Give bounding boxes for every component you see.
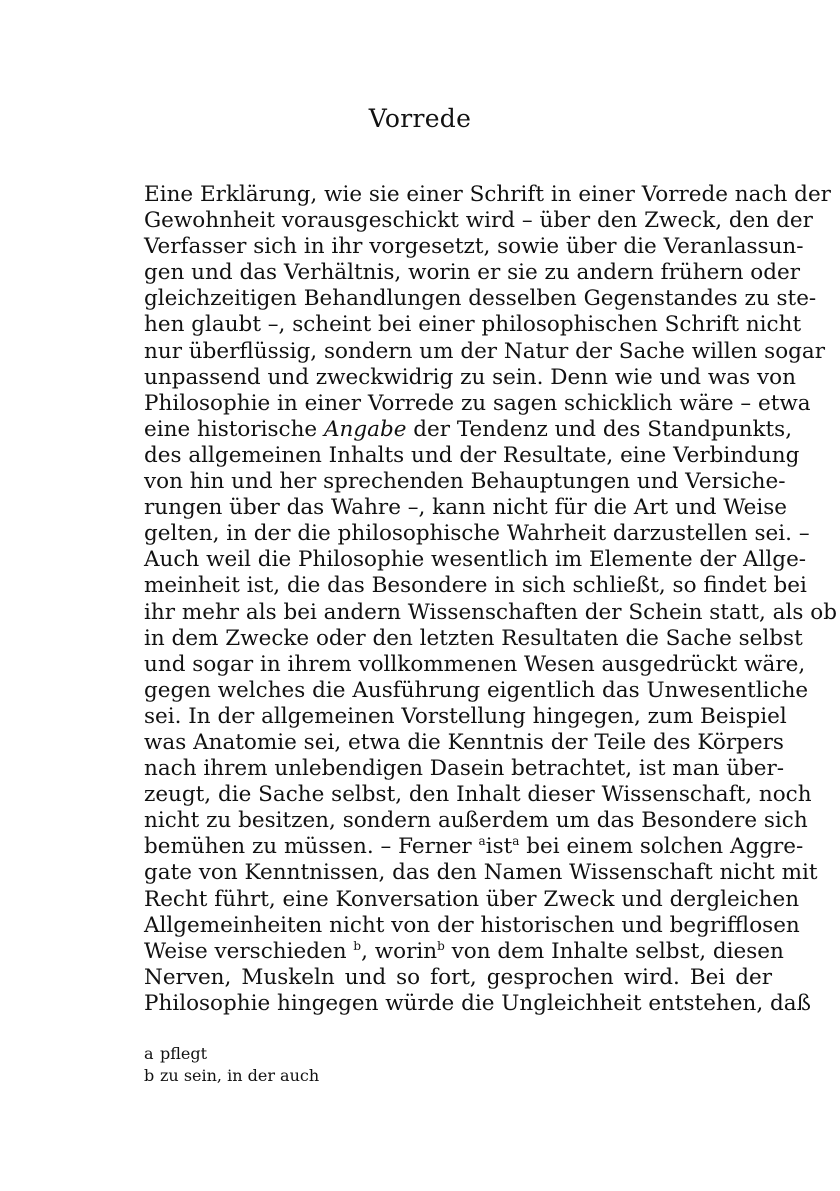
text-run: nur überflüssig, sondern um der Natur der Sache willen sogar — [144, 338, 826, 364]
text-run: ist — [485, 834, 513, 860]
text-run: Eine Erklärung, wie sie einer Schrift in einer Vorrede nach der — [144, 182, 831, 207]
text-line — [144, 782, 812, 808]
text-run: gen und das Verhältnis, worin er sie zu andern frühern oder — [144, 260, 800, 286]
text-line — [144, 286, 817, 312]
text-line — [144, 495, 788, 521]
text-run: zeugt, die Sache selbst, den Inhalt dieser Wissenschaft, noch — [144, 782, 812, 808]
footnote-mark: a — [144, 1044, 154, 1063]
text-run: von dem Inhalte selbst, diesen — [444, 938, 784, 964]
text-run: ihr mehr als bei andern Wissenschaften der Schein statt, als ob — [144, 599, 837, 625]
text-line — [144, 260, 800, 286]
footnote-marker: b — [437, 938, 445, 953]
footnote-marker: a — [478, 834, 486, 849]
text-run: des allgemeinen Inhalts und der Resultate, eine Verbindung — [144, 442, 800, 468]
text-line — [144, 312, 802, 338]
italic-text: Angabe — [323, 416, 407, 442]
footnote-marker: b — [353, 938, 362, 953]
text-run: Philosophie hingegen würde die Ungleichheit entstehen, daß — [144, 990, 811, 1016]
page-title: Vorrede — [368, 104, 472, 133]
text-run: Recht führt, eine Konversation über Zweck und dergleichen — [144, 886, 800, 912]
text-run: von hin und her sprechenden Behauptungen und Versiche- — [144, 469, 786, 495]
text-line — [144, 573, 807, 599]
text-run: , worin — [361, 938, 438, 964]
text-line — [144, 912, 800, 939]
text-run: nicht zu besitzen, sondern außerdem um das Besondere sich — [144, 808, 808, 834]
text-run: nach ihrem unlebendigen Dasein betrachtet, ist man über- — [144, 756, 785, 782]
text-line — [144, 677, 809, 704]
text-run: gate von Kenntnissen, das den Namen Wissenschaft nicht mit — [144, 860, 818, 886]
text-line — [144, 338, 826, 365]
text-run: und sogar in ihrem vollkommenen Wesen ausgedrückt wäre, — [144, 651, 806, 677]
text-line — [144, 756, 785, 782]
text-line — [144, 599, 837, 626]
text-line — [144, 808, 808, 834]
footnote-text: zu sein, in der auch — [160, 1066, 320, 1085]
text-run: Allgemeinheiten nicht von der historischen und begrifflosen — [144, 912, 800, 938]
text-run: unpassend und zweckwidrig zu sein. Denn wie und was von — [144, 364, 796, 390]
text-run: Nerven, Muskeln und so fort, gesprochen wird. Bei der — [144, 964, 772, 990]
text-line — [144, 182, 831, 208]
text-run: Auch weil die Philosophie wesentlich im Elemente der Allge- — [144, 547, 807, 573]
text-line — [144, 729, 784, 756]
text-run: was Anatomie sei, etwa die Kenntnis der Teile des Körpers — [144, 729, 784, 755]
text-run: hen glaubt –, scheint bei einer philosophischen Schrift nicht — [144, 312, 802, 338]
text-line — [144, 208, 813, 234]
text-line — [144, 521, 810, 547]
text-line — [144, 651, 806, 678]
text-run: gelten, in der die philosophische Wahrheit darzustellen sei. – — [144, 521, 810, 547]
text-run: Philosophie in einer Vorrede zu sagen schicklich wäre – etwa — [144, 390, 811, 416]
text-run: bemühen zu müssen. – Ferner — [144, 834, 479, 860]
text-line — [144, 860, 818, 886]
text-line — [144, 938, 784, 965]
text-line — [144, 625, 803, 652]
text-run: Verfasser sich in ihr vorgesetzt, sowie über die Veranlassun- — [144, 234, 804, 260]
text-run: in dem Zwecke oder den letzten Resultaten die Sache selbst — [144, 625, 803, 651]
text-line — [144, 469, 786, 495]
footnote-marker: a — [512, 834, 520, 849]
text-run: Gewohnheit vorausgeschickt wird – über den Zweck, den der — [144, 208, 813, 234]
text-run: der Tendenz und des Standpunkts, — [406, 416, 793, 442]
text-line — [144, 442, 800, 469]
text-line — [144, 886, 800, 913]
text-run: bei einem solchen Aggre- — [519, 834, 804, 860]
text-run: rungen über das Wahre –, kann nicht für die Art und Weise — [144, 495, 788, 521]
text-line — [144, 390, 811, 417]
body-text — [144, 182, 837, 1017]
text-line — [144, 703, 787, 730]
text-run: gegen welches die Ausführung eigentlich das Unwesentliche — [144, 677, 809, 703]
footnote — [144, 1043, 544, 1065]
text-run: sei. In der allgemeinen Vorstellung hingegen, zum Beispiel — [144, 703, 787, 729]
text-line — [144, 234, 804, 260]
footnotes — [144, 1043, 544, 1087]
text-line — [144, 416, 793, 443]
text-run: gleichzeitigen Behandlungen desselben Gegenstandes zu ste- — [144, 286, 817, 312]
text-line — [144, 364, 796, 391]
text-run: Weise verschieden — [144, 938, 354, 964]
text-line — [144, 547, 807, 573]
text-run: meinheit ist, die das Besondere in sich schließt, so findet bei — [144, 573, 807, 599]
text-line — [144, 965, 772, 991]
footnote-text: pflegt — [160, 1044, 208, 1063]
text-line — [144, 990, 811, 1017]
text-line — [144, 834, 804, 860]
footnote — [144, 1065, 544, 1087]
footnote-mark: b — [144, 1066, 155, 1085]
text-run: eine historische — [144, 416, 324, 442]
